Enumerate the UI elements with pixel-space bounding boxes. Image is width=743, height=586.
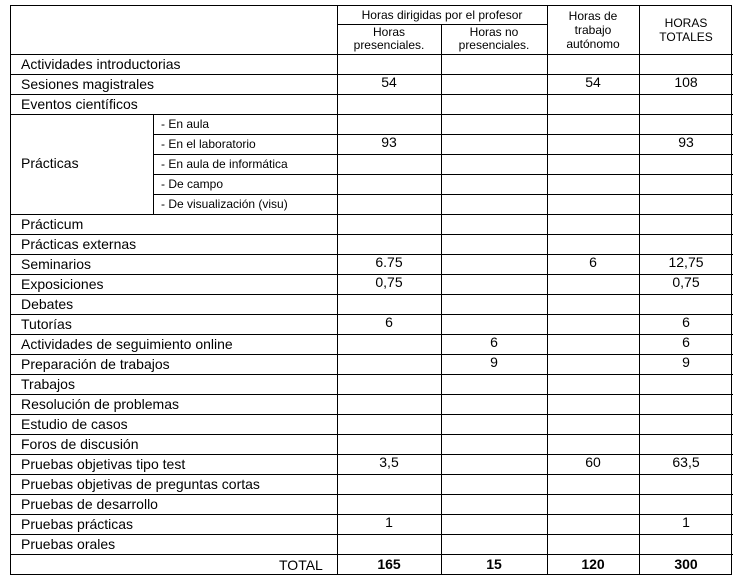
header-autonomo: Horas de (568, 9, 618, 23)
row-label: Foros de discusión (21, 436, 139, 452)
row-label: Pruebas de desarrollo (21, 496, 158, 512)
row-label: Actividades introductorias (21, 56, 181, 72)
row-divider (11, 334, 733, 335)
row-divider (11, 254, 733, 255)
row-label: Pruebas orales (21, 536, 116, 552)
header-no-presenciales: presenciales. (458, 38, 530, 52)
column-divider (153, 114, 154, 214)
row-divider (11, 214, 733, 215)
hours-value-a: 60 (585, 454, 601, 470)
row-divider (153, 174, 733, 175)
row-label: Trabajos (21, 376, 75, 392)
hours-value-a: 54 (585, 74, 601, 90)
row-divider (11, 374, 733, 375)
column-divider (337, 6, 338, 574)
row-label: Tutorías (21, 316, 72, 332)
hours-value-t: 108 (674, 74, 698, 90)
row-divider (11, 454, 733, 455)
header-totales: TOTALES (659, 30, 713, 44)
row-divider (11, 414, 733, 415)
row-label: Seminarios (21, 256, 92, 272)
total-value-p: 165 (377, 556, 401, 572)
hours-value-t: 12,75 (668, 254, 704, 270)
row-label: Pruebas prácticas (21, 516, 134, 532)
hours-value-t: 1 (682, 514, 690, 530)
row-divider (11, 354, 733, 355)
hours-value-t: 9 (682, 354, 690, 370)
hours-value-p: 1 (385, 514, 393, 530)
hours-value-p: 6 (385, 314, 393, 330)
header-no-presenciales: Horas no (469, 25, 519, 39)
hours-value-np: 9 (490, 354, 498, 370)
row-divider (153, 154, 733, 155)
row-label: Pruebas objetivas tipo test (21, 456, 186, 472)
row-divider (11, 74, 733, 75)
row-divider (11, 514, 733, 515)
row-label: Resolución de problemas (21, 396, 179, 412)
column-divider (441, 24, 442, 574)
total-value-t: 300 (674, 556, 698, 572)
row-divider (11, 394, 733, 395)
row-divider (11, 534, 733, 535)
row-label: Exposiciones (21, 276, 104, 292)
hours-value-p: 0,75 (375, 274, 403, 290)
row-label: Debates (21, 296, 74, 312)
hours-value-t: 93 (678, 134, 694, 150)
column-divider (547, 6, 548, 574)
column-divider (639, 6, 640, 574)
row-divider (11, 474, 733, 475)
hours-value-p: 6.75 (375, 254, 403, 270)
hours-value-p: 3,5 (379, 454, 399, 470)
hours-value-p: 93 (381, 134, 397, 150)
row-divider (11, 434, 733, 435)
row-label: Estudio de casos (21, 416, 128, 432)
practicas-sub-label: - En aula de informática (161, 157, 288, 171)
row-divider (11, 234, 733, 235)
row-divider (153, 194, 733, 195)
row-divider (11, 294, 733, 295)
practicas-sub-label: - De campo (161, 177, 224, 191)
header-totales: HORAS (664, 16, 708, 30)
hours-value-t: 6 (682, 334, 690, 350)
row-label: Prácticum (21, 216, 84, 232)
row-divider (11, 494, 733, 495)
row-label: Eventos científicos (21, 96, 138, 112)
row-label: Sesiones magistrales (21, 76, 155, 92)
row-divider (153, 134, 733, 135)
row-divider (11, 54, 733, 55)
row-divider (11, 314, 733, 315)
hours-value-t: 0,75 (672, 274, 700, 290)
header-group-label: Horas dirigidas por el profesor (361, 8, 523, 22)
hours-value-p: 54 (381, 74, 397, 90)
row-label: Preparación de trabajos (21, 356, 170, 372)
row-divider (11, 94, 733, 95)
total-value-a: 120 (581, 556, 605, 572)
row-label: Prácticas externas (21, 236, 137, 252)
row-label: Actividades de seguimiento online (21, 336, 233, 352)
row-divider (11, 274, 733, 275)
header-autonomo: autónomo (566, 37, 620, 51)
hours-value-a: 6 (589, 254, 597, 270)
practicas-label: Prácticas (21, 155, 79, 171)
total-value-np: 15 (486, 556, 502, 572)
row-divider (11, 554, 733, 555)
practicas-sub-label: - En aula (161, 117, 210, 131)
header-autonomo: trabajo (574, 23, 612, 37)
practicas-sub-label: - En el laboratorio (161, 137, 256, 151)
row-label: Pruebas objetivas de preguntas cortas (21, 476, 260, 492)
hours-table (10, 5, 732, 575)
practicas-sub-label: - De visualización (visu) (161, 197, 288, 211)
hours-value-np: 6 (490, 334, 498, 350)
hours-value-t: 63,5 (672, 454, 700, 470)
total-label: TOTAL (279, 557, 323, 573)
hours-value-t: 6 (682, 314, 690, 330)
row-divider (11, 114, 733, 115)
header-presenciales: presenciales. (353, 38, 425, 52)
header-presenciales: Horas (372, 25, 406, 39)
